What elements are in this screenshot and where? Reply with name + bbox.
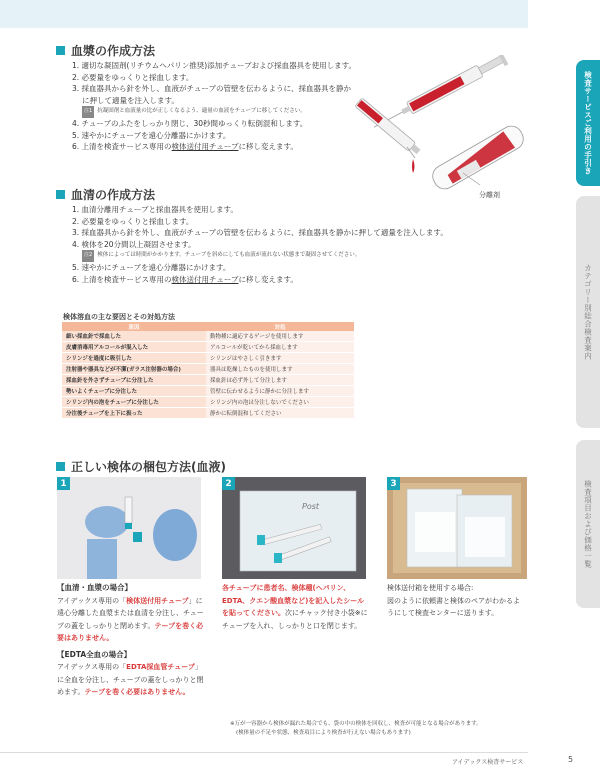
tube-link: 検体送付用チューブ: [171, 142, 239, 152]
serum-step: 5. 速やかにチューブを遠心分離器にかけます。: [72, 262, 231, 272]
photo-number: 2: [222, 477, 235, 490]
caption-heading: 【EDTA全血の場合】: [57, 649, 132, 659]
separator-label: 分離剤: [479, 191, 500, 199]
table-row: 採血針を外さずチューブに分注した 採血針は必ず外して分注します: [62, 375, 354, 386]
table-row: シリンジを過度に吸引した シリンジはやさしく引きます: [62, 353, 354, 364]
footnote: ※万が一容器から検体が漏れた場合でも、袋の中の検体を回収し、検査が可能となる場合があります。 (検体量の不足や状態、検査項目により検査が行えない場合もあります): [230, 721, 482, 736]
table-row: 細い採血針で採血した 動物種に適応するゲージを使用します: [62, 331, 354, 342]
table-header: 対処: [206, 322, 354, 331]
table-row: 勢いよくチューブに分注した 管壁に伝わせるように静かに分注します: [62, 386, 354, 397]
plasma-step: 4. チューブのふたをしっかり閉じ、30秒間ゆっくり転倒混和します。: [72, 118, 308, 128]
caption-paragraph: アイデックス専用の「EDTA採血管チューブ」に全血を分注し、チューブの蓋をしっかりと閉めます。テープを巻く必要はありません。: [57, 663, 204, 696]
hemolysis-table: [62, 322, 354, 419]
plasma-steps: [72, 60, 372, 153]
caption-paragraph: アイデックス専用の「検体送付用チューブ」に遠心分離した血漿または血清を分注し、チューブの蓋をしっかりと閉めます。テープを巻く必要はありません。: [57, 596, 204, 642]
table-row: 分注後チューブを上下に振った 静かに転倒混和してください: [62, 408, 354, 419]
section-square-icon: [56, 190, 65, 199]
hemolysis-table-title: 検体溶血の主な要因とその対処方法: [63, 313, 175, 321]
caption-shipping: 検体送付箱を使用する場合: 図のように依頼書と検体のペアがわかるようにして検査センターに送ります。: [387, 584, 520, 617]
photo-shipping-box: [387, 477, 527, 579]
note-tag: 注1: [82, 106, 94, 118]
photo-number: 1: [57, 477, 70, 490]
table-header: 原因: [62, 322, 206, 331]
side-tab-price-list[interactable]: 検査項目および価格一覧: [576, 440, 600, 608]
table-row: 注射器や器具などが不潔(ガラス注射器の場合) 器具は乾燥したものを使用します: [62, 364, 354, 375]
note-tag: 注2: [82, 250, 94, 262]
syringe-tube-illustration: [345, 55, 525, 205]
side-tab-guide[interactable]: 検査サービスご利用の手引き: [576, 60, 600, 186]
section-square-icon: [56, 462, 65, 471]
plasma-step-cont: に押して適量を注入します。: [82, 95, 179, 105]
serum-step: 2. 必要量をゆっくりと採血します。: [72, 216, 194, 226]
plasma-note: 注1 抗凝固剤と血液量の比が正しくなるよう、適量の血液をチューブに移してください。: [72, 106, 372, 118]
top-banner: [0, 0, 528, 28]
plasma-step: 6. 上清を検査サービス専用の検体送付用チューブに移し変えます。: [72, 142, 298, 152]
tube-icon: [429, 122, 525, 193]
side-tab-category[interactable]: カテゴリー別総合検査案内: [576, 196, 600, 428]
plasma-step: 1. 適切な凝固剤(リチウムヘパリン推奨)添加チューブおよび採血器具を使用します。: [72, 61, 356, 70]
photo-tubes-in-bag: [222, 477, 366, 579]
section-square-icon: [56, 46, 65, 55]
serum-step: 1. 血清分離用チューブと採血器具を使用します。: [72, 205, 238, 214]
caption-labels: 各チューブに患者名、検体種(ヘパリン、EDTA、クエン酸血漿など)を記入したシールを貼ってください。次にチャック付き小袋※にチューブを入れ、しっかりと口を閉じます。: [222, 584, 368, 630]
serum-step: 3. 採血器具から針を外し、血液がチューブの管壁を伝わるように、採血器具を静かに押して適量を注入します。: [72, 228, 448, 238]
table-row: シリンジ内の泡をチューブに分注した シリンジ内の泡は分注しないでください: [62, 397, 354, 408]
footer-divider: [0, 752, 528, 753]
serum-step: 4. 検体を20分間以上凝固させます。: [72, 239, 196, 249]
plasma-step: 5. 速やかにチューブを遠心分離器にかけます。: [72, 130, 231, 140]
serum-section-title: 血清の作成方法: [56, 186, 155, 203]
caption-serum-plasma: [57, 582, 205, 699]
serum-steps: [72, 204, 448, 285]
tube-link: 検体送付用チューブ: [171, 274, 239, 284]
photo-gloved-hands: [57, 477, 201, 579]
photo-number: 3: [387, 477, 400, 490]
plasma-step: 3. 採血器具から針を外し、血液がチューブの管壁を伝わるように、採血器具を静か: [72, 84, 351, 94]
plasma-section-title: 血漿の作成方法: [56, 42, 155, 59]
plasma-step: 2. 必要量をゆっくりと採血します。: [72, 72, 194, 82]
table-row: 皮膚消毒用アルコールが混入した アルコールが乾いてから採血します: [62, 342, 354, 353]
serum-step: 6. 上清を検査サービス専用の検体送付用チューブに移し変えます。: [72, 274, 298, 284]
packing-section-title: 正しい検体の梱包方法(血液): [56, 458, 226, 475]
page-number: 5: [568, 755, 574, 764]
serum-note: 注2 検体によっては時間がかかります。チューブを斜めにしても血液が流れない状態まで凝固させてください。: [72, 250, 372, 262]
footer-text: アイデックス検査サービス: [452, 759, 524, 766]
caption-heading: 【血清・血漿の場合】: [57, 583, 132, 592]
bag-label-text: Post: [302, 502, 320, 511]
